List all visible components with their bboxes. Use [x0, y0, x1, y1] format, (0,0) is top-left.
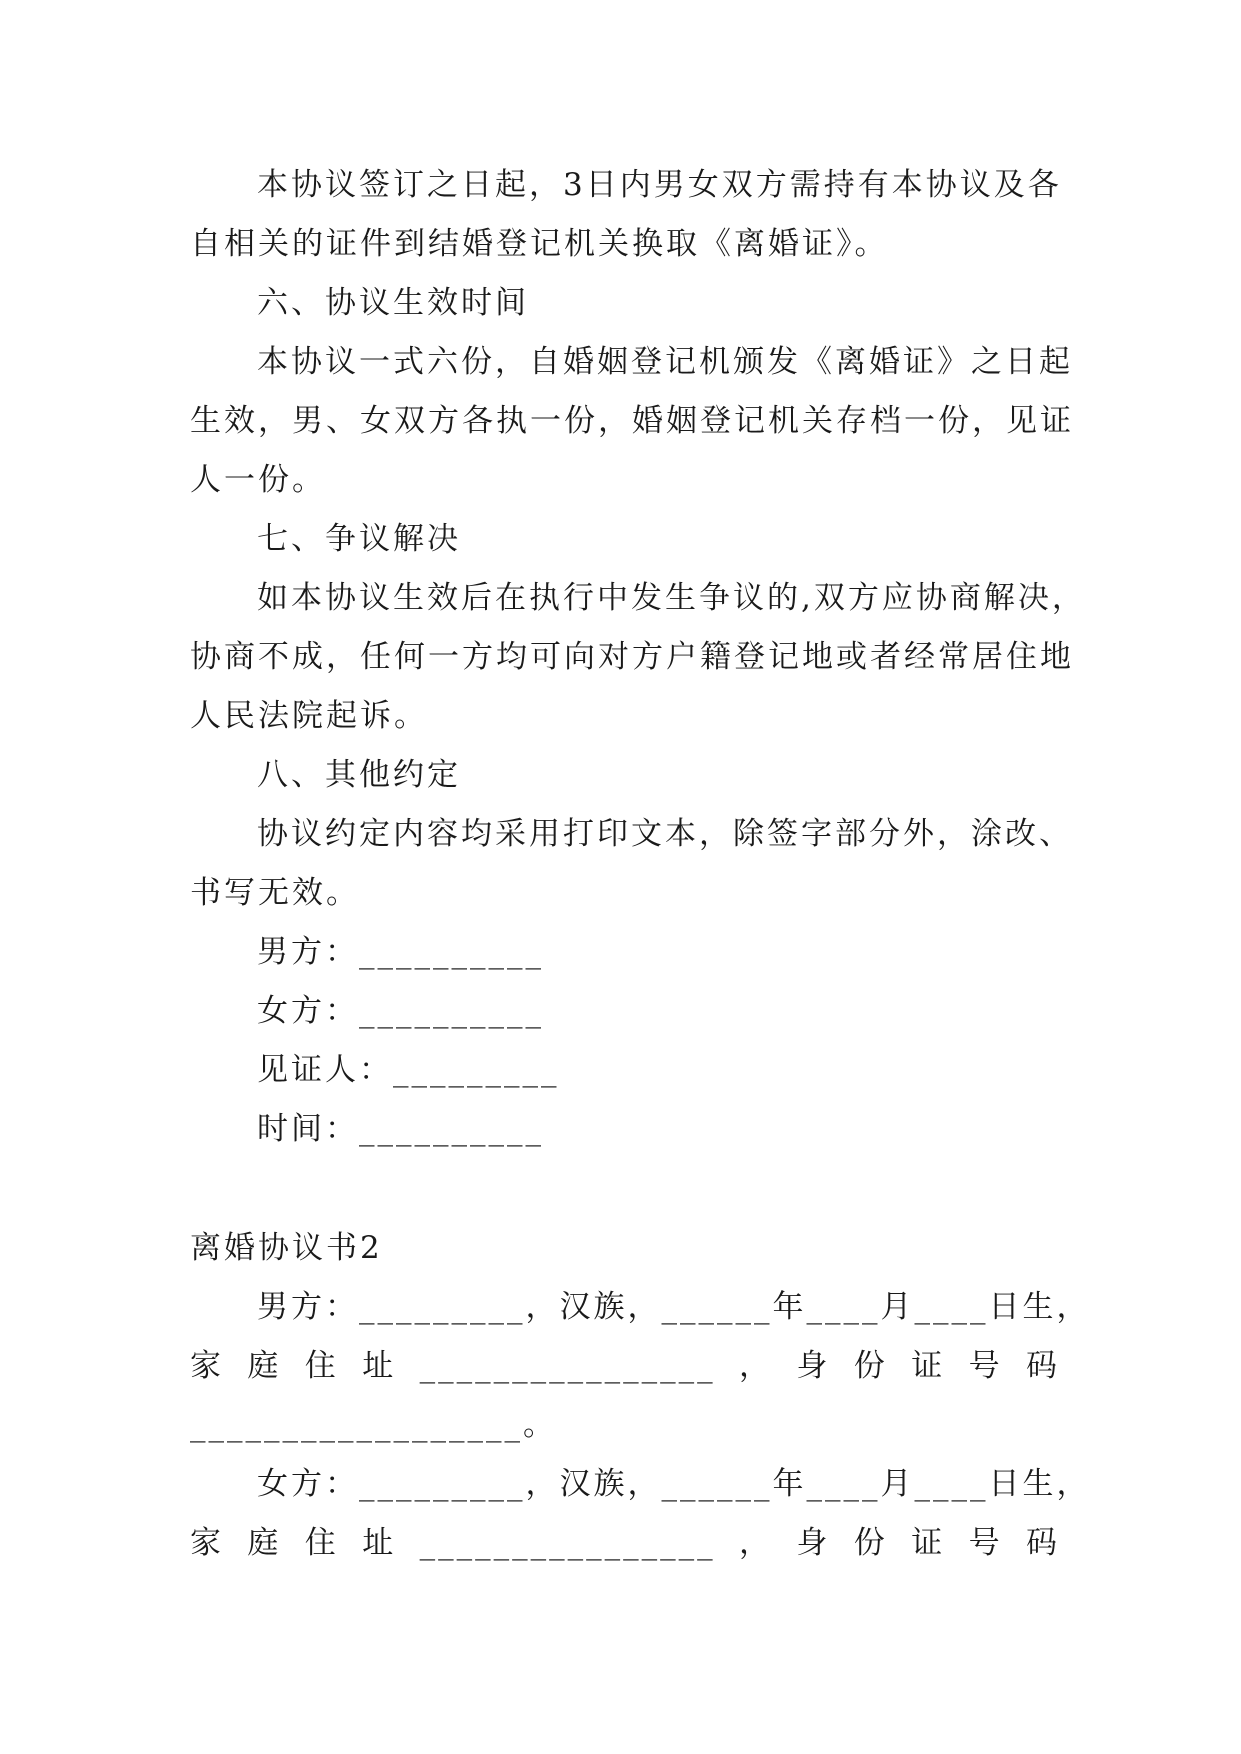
signature-time: 时间：__________ [257, 1111, 544, 1147]
paragraph-line: 生效，男、女双方各执一份，婚姻登记机关存档一份，见证 [190, 403, 1074, 439]
signature-male: 男方：__________ [257, 934, 544, 970]
section-heading: 七、争议解决 [257, 521, 461, 557]
male-info-line: 男方：_________，汉族，______年____月____日生， [257, 1289, 1091, 1325]
paragraph-line: 人民法院起诉。 [190, 698, 428, 734]
female-info-line: 女方：_________，汉族，______年____月____日生， [257, 1466, 1091, 1502]
paragraph-line: 协议约定内容均采用打印文本，除签字部分外，涂改、 [257, 816, 1073, 852]
male-id-line: __________________。 [190, 1407, 557, 1443]
paragraph-line: 本协议签订之日起，3日内男女双方需持有本协议及各 [257, 167, 1062, 203]
male-address-line: 家庭住址________________，身份证号码 [190, 1348, 1060, 1384]
female-address-line: 家庭住址________________，身份证号码 [190, 1525, 1060, 1561]
paragraph-line: 自相关的证件到结婚登记机关换取《离婚证》。 [190, 226, 889, 262]
section-heading: 八、其他约定 [257, 757, 461, 793]
section-title: 离婚协议书2 [190, 1230, 383, 1266]
paragraph-line: 本协议一式六份，自婚姻登记机颁发《离婚证》之日起 [257, 344, 1073, 380]
paragraph-line: 书写无效。 [190, 875, 360, 911]
paragraph-line: 如本协议生效后在执行中发生争议的,双方应协商解决， [257, 580, 1086, 616]
paragraph-line: 协商不成，任何一方均可向对方户籍登记地或者经常居住地 [190, 639, 1074, 675]
paragraph-line: 人一份。 [190, 462, 326, 498]
section-heading: 六、协议生效时间 [257, 285, 529, 321]
signature-witness: 见证人：_________ [257, 1052, 560, 1088]
signature-female: 女方：__________ [257, 993, 544, 1029]
